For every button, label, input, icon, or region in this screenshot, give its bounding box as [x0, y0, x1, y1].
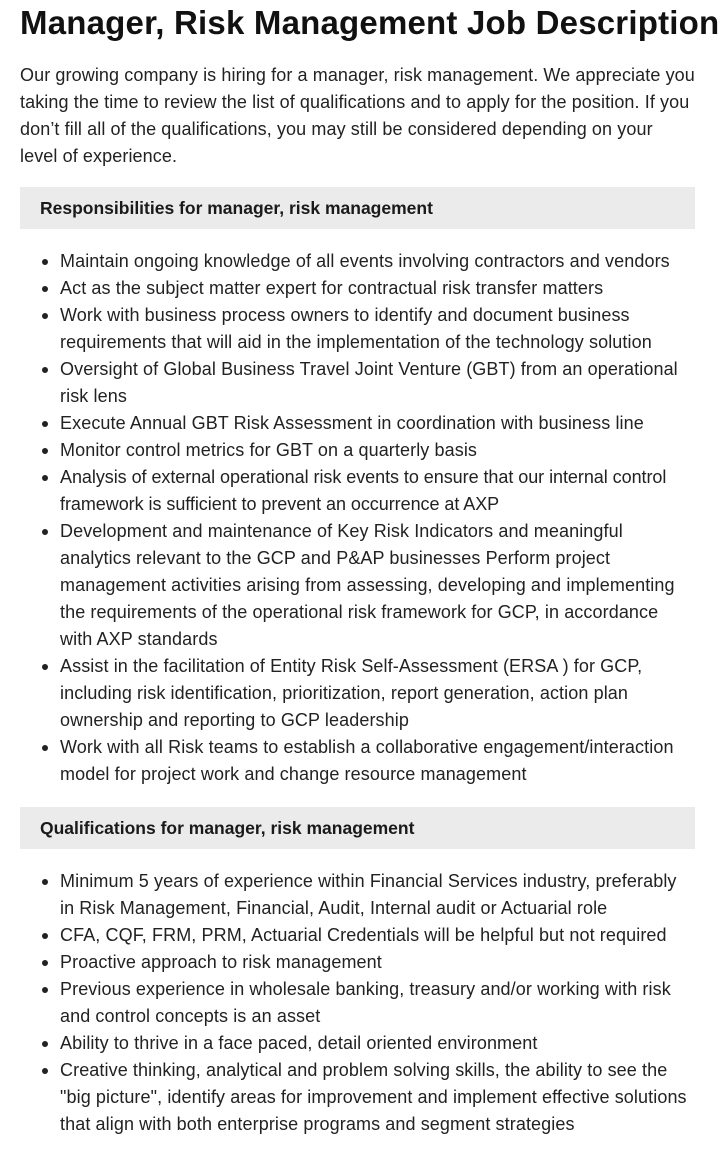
- list-item: Act as the subject matter expert for contractual risk transfer matters: [60, 275, 695, 302]
- list-item: Execute Annual GBT Risk Assessment in coordination with business line: [60, 410, 695, 437]
- qualifications-list: [20, 868, 695, 1138]
- list-item: Work with all Risk teams to establish a collaborative engagement/interaction model for project work and change resource management: [60, 734, 695, 788]
- list-item: Assist in the facilitation of Entity Risk Self-Assessment (ERSA ) for GCP, including risk identification, prioritization, report generation, action plan ownership and reporting to GCP leadership: [60, 653, 695, 734]
- list-item: Creative thinking, analytical and problem solving skills, the ability to see the "big picture", identify areas for improvement and implement effective solutions that align with both enterprise programs and segment strategies: [60, 1057, 695, 1138]
- qualifications-heading: Qualifications for manager, risk management: [20, 807, 695, 849]
- list-item: Analysis of external operational risk events to ensure that our internal control framework is sufficient to prevent an occurrence at AXP: [60, 464, 695, 518]
- list-item: Development and maintenance of Key Risk Indicators and meaningful analytics relevant to the GCP and P&AP businesses Perform project management activities arising from assessing, developing and implementing the requirements of the operational risk framework for GCP, in accordance with AXP standards: [60, 518, 695, 653]
- page-title: Manager, Risk Management Job Description: [20, 4, 720, 41]
- list-item: Maintain ongoing knowledge of all events involving contractors and vendors: [60, 248, 695, 275]
- responsibilities-heading: Responsibilities for manager, risk management: [20, 187, 695, 229]
- list-item: Minimum 5 years of experience within Financial Services industry, preferably in Risk Management, Financial, Audit, Internal audit or Actuarial role: [60, 868, 695, 922]
- list-item: Work with business process owners to identify and document business requirements that will aid in the implementation of the technology solution: [60, 302, 695, 356]
- list-item: CFA, CQF, FRM, PRM, Actuarial Credentials will be helpful but not required: [60, 922, 695, 949]
- list-item: Oversight of Global Business Travel Joint Venture (GBT) from an operational risk lens: [60, 356, 695, 410]
- list-item: Ability to thrive in a face paced, detail oriented environment: [60, 1030, 695, 1057]
- list-item: Monitor control metrics for GBT on a quarterly basis: [60, 437, 695, 464]
- intro-paragraph: Our growing company is hiring for a manager, risk management. We appreciate you taking the time to review the list of qualifications and to apply for the position. If you don’t fill all of the qualifications, you may still be considered depending on your level of experience.: [20, 65, 695, 166]
- list-item: Proactive approach to risk management: [60, 949, 695, 976]
- responsibilities-list: [20, 248, 695, 788]
- list-item: Previous experience in wholesale banking, treasury and/or working with risk and control concepts is an asset: [60, 976, 695, 1030]
